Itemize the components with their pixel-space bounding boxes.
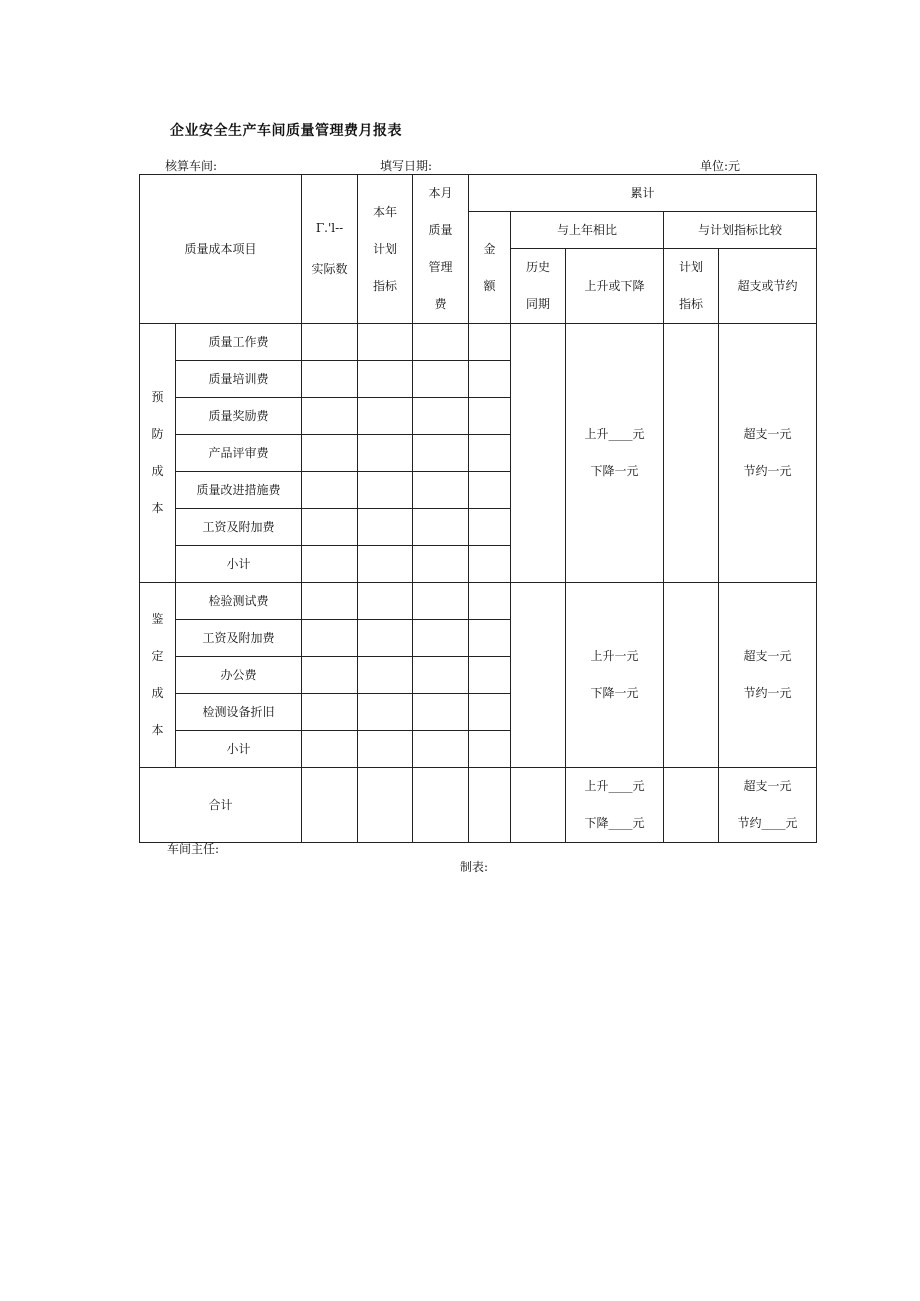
maker-label: 制表: <box>460 860 489 874</box>
report-title: 企业安全生产车间质量管理费月报表 <box>170 123 402 139</box>
amount-header <box>469 212 511 324</box>
item-label: 工资及附加费 <box>176 509 302 546</box>
month-fee-cell[interactable] <box>413 731 469 768</box>
actual-header-label: 实际数 <box>311 262 348 276</box>
actual-cell[interactable] <box>302 472 358 509</box>
item-label: 小计 <box>176 546 302 583</box>
month-fee-cell[interactable] <box>413 435 469 472</box>
actual-header-top: Γ.'l-- <box>315 221 344 235</box>
prevention-group-label <box>140 324 176 583</box>
actual-cell[interactable] <box>302 398 358 435</box>
amount-cell[interactable] <box>469 731 511 768</box>
item-label: 小计 <box>176 731 302 768</box>
actual-cell[interactable] <box>302 583 358 620</box>
over-text: 超支一元 <box>743 649 792 663</box>
amount-cell[interactable] <box>469 657 511 694</box>
year-plan-cell[interactable] <box>358 398 413 435</box>
report-table <box>139 174 817 843</box>
group-label-char: 鉴 <box>151 612 164 626</box>
group-label-char: 成 <box>151 464 164 478</box>
group-label-char: 定 <box>151 649 164 663</box>
actual-cell[interactable] <box>302 546 358 583</box>
group-label-char: 防 <box>151 427 164 441</box>
year-plan-cell[interactable] <box>358 657 413 694</box>
rise-fall-cell <box>566 768 664 843</box>
plan-index-header <box>664 249 719 324</box>
amount-cell[interactable] <box>469 472 511 509</box>
director-label: 车间主任: <box>167 842 220 856</box>
rise-fall-header: 上升或下降 <box>566 249 664 324</box>
month-fee-cell[interactable] <box>413 546 469 583</box>
history-header <box>511 249 566 324</box>
month-fee-line-1: 本月 <box>428 186 453 200</box>
unit-label: 单位:元 <box>700 159 741 173</box>
history-line-1: 历史 <box>526 260 551 274</box>
vs-plan-header: 与计划指标比较 <box>664 212 817 249</box>
year-plan-line-2: 计划 <box>373 241 398 256</box>
date-label: 填写日期: <box>380 159 433 173</box>
actual-cell[interactable] <box>302 657 358 694</box>
year-plan-cell[interactable] <box>358 583 413 620</box>
item-header: 质量成本项目 <box>140 175 302 324</box>
fall-text: 下降一元 <box>590 464 639 478</box>
plan-index-line-1: 计划 <box>679 260 704 274</box>
over-save-cell <box>719 768 817 843</box>
over-text: 超支一元 <box>743 779 792 793</box>
amount-cell[interactable] <box>469 509 511 546</box>
amount-cell[interactable] <box>469 694 511 731</box>
amount-cell[interactable] <box>469 435 511 472</box>
month-fee-line-4: 费 <box>434 297 447 311</box>
month-fee-cell[interactable] <box>413 509 469 546</box>
year-plan-cell[interactable] <box>358 546 413 583</box>
item-label: 质量改进措施费 <box>176 472 302 509</box>
amount-line-2: 额 <box>483 278 496 293</box>
month-fee-header <box>413 175 469 324</box>
rise-text: 上升____元 <box>584 427 645 441</box>
total-label: 合计 <box>140 768 302 843</box>
rise-text: 上升____元 <box>584 779 645 793</box>
appraisal-group-label <box>140 583 176 768</box>
year-plan-cell[interactable] <box>358 509 413 546</box>
item-label: 产品评审费 <box>176 435 302 472</box>
month-fee-cell[interactable] <box>413 583 469 620</box>
over-save-cell <box>719 324 817 583</box>
item-label: 检测设备折旧 <box>176 694 302 731</box>
year-plan-cell[interactable] <box>358 731 413 768</box>
actual-cell[interactable] <box>302 731 358 768</box>
group-label-char: 本 <box>151 501 164 515</box>
amount-cell[interactable] <box>469 361 511 398</box>
year-plan-header <box>358 175 413 324</box>
month-fee-cell[interactable] <box>413 620 469 657</box>
month-fee-cell[interactable] <box>413 694 469 731</box>
actual-cell[interactable] <box>302 620 358 657</box>
fall-text: 下降____元 <box>584 816 645 830</box>
vs-last-year-header: 与上年相比 <box>511 212 664 249</box>
over-save-cell <box>719 583 817 768</box>
history-cell[interactable] <box>511 324 566 583</box>
year-plan-cell[interactable] <box>358 620 413 657</box>
year-plan-cell[interactable] <box>358 694 413 731</box>
save-text: 节约____元 <box>737 816 798 830</box>
amount-cell[interactable] <box>469 324 511 361</box>
save-text: 节约一元 <box>743 686 792 700</box>
cumulative-header: 累计 <box>469 175 817 212</box>
year-plan-cell[interactable] <box>358 768 413 843</box>
month-fee-cell[interactable] <box>413 361 469 398</box>
item-label: 办公费 <box>176 657 302 694</box>
month-fee-cell[interactable] <box>413 324 469 361</box>
workshop-label: 核算车间: <box>165 159 218 173</box>
actual-cell[interactable] <box>302 324 358 361</box>
group-label-char: 成 <box>151 686 164 700</box>
year-plan-cell[interactable] <box>358 472 413 509</box>
month-fee-cell[interactable] <box>413 472 469 509</box>
year-plan-cell[interactable] <box>358 324 413 361</box>
save-text: 节约一元 <box>743 464 792 478</box>
group-label-char: 预 <box>151 390 164 404</box>
year-plan-line-3: 指标 <box>373 278 398 293</box>
actual-cell[interactable] <box>302 768 358 843</box>
over-save-header: 超支或节约 <box>719 249 817 324</box>
rise-text: 上升一元 <box>590 649 639 663</box>
rise-fall-cell <box>566 324 664 583</box>
plan-index-line-2: 指标 <box>679 297 704 311</box>
plan-index-cell[interactable] <box>664 324 719 583</box>
rise-fall-cell <box>566 583 664 768</box>
history-cell[interactable] <box>511 768 566 843</box>
year-plan-cell[interactable] <box>358 361 413 398</box>
amount-cell[interactable] <box>469 583 511 620</box>
plan-index-cell[interactable] <box>664 768 719 843</box>
actual-header <box>302 175 358 324</box>
month-fee-line-3: 管理 <box>428 260 453 274</box>
month-fee-cell[interactable] <box>413 657 469 694</box>
fall-text: 下降一元 <box>590 686 639 700</box>
year-plan-cell[interactable] <box>358 435 413 472</box>
item-label: 检验测试费 <box>176 583 302 620</box>
month-fee-line-2: 质量 <box>428 223 453 237</box>
over-text: 超支一元 <box>743 427 792 441</box>
actual-cell[interactable] <box>302 435 358 472</box>
actual-cell[interactable] <box>302 509 358 546</box>
item-label: 工资及附加费 <box>176 620 302 657</box>
month-fee-cell[interactable] <box>413 398 469 435</box>
item-label: 质量培训费 <box>176 361 302 398</box>
amount-line-1: 金 <box>483 241 496 256</box>
actual-cell[interactable] <box>302 361 358 398</box>
history-line-2: 同期 <box>526 297 551 311</box>
month-fee-cell[interactable] <box>413 768 469 843</box>
year-plan-line-1: 本年 <box>373 204 398 219</box>
history-cell[interactable] <box>511 583 566 768</box>
plan-index-cell[interactable] <box>664 583 719 768</box>
amount-cell[interactable] <box>469 398 511 435</box>
amount-cell[interactable] <box>469 620 511 657</box>
group-label-char: 本 <box>151 723 164 737</box>
amount-cell[interactable] <box>469 768 511 843</box>
amount-cell[interactable] <box>469 546 511 583</box>
item-label: 质量工作费 <box>176 324 302 361</box>
actual-cell[interactable] <box>302 694 358 731</box>
item-label: 质量奖励费 <box>176 398 302 435</box>
